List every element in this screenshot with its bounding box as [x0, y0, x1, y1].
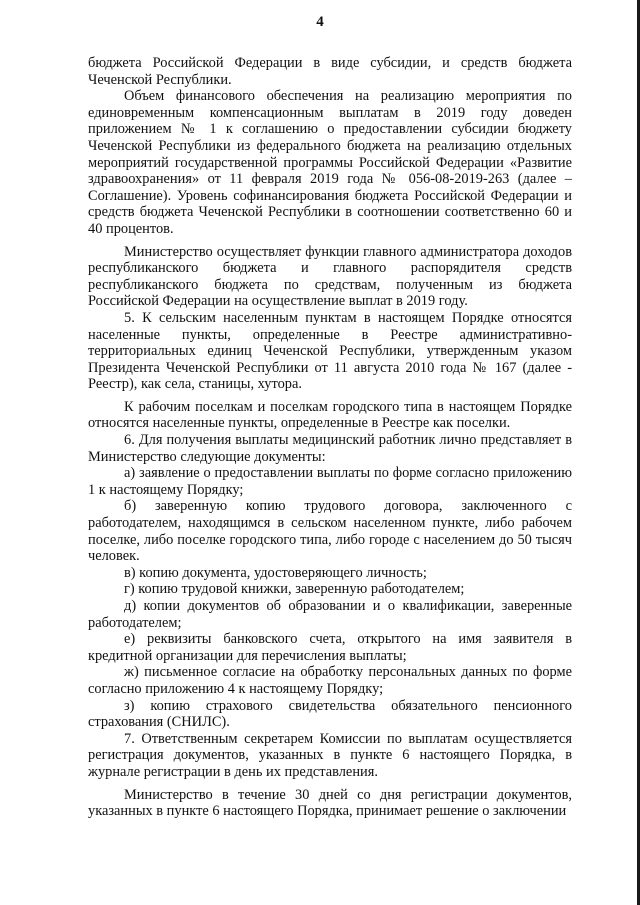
list-item-b: б) заверенную копию трудового договора, заключенного с работодателем, находящимся в сельском населенном пункте, либо рабочем поселке, либо поселке городского типа, либо городе с населением до 50 тысяч человек. — [88, 498, 572, 565]
document-body — [88, 55, 572, 820]
list-item-z: з) копию страхового свидетельства обязательного пенсионного страхования (СНИЛС). — [88, 697, 572, 731]
paragraph-ministry-decision: Министерство в течение 30 дней со дня регистрации документов, указанных в пункте 6 настоящего Порядка, принимает решение о заключении — [88, 786, 572, 820]
list-item-v: в) копию документа, удостоверяющего личность; — [124, 564, 427, 581]
list-item-zh: ж) письменное согласие на обработку персональных данных по форме согласно приложению 4 к настоящему Порядку; — [88, 664, 572, 697]
page-number: 4 — [316, 14, 324, 30]
list-item-e: е) реквизиты банковского счета, открытого на имя заявителя в кредитной организации для перечисления выплаты; — [88, 631, 572, 664]
paragraph-budget-continuation: бюджета Российской Федерации в виде субсидии, и средств бюджета Чеченской Республики. — [88, 55, 572, 88]
paragraph-financing-volume: Объем финансового обеспечения на реализацию мероприятия по единовременным компенсационным выплатам в 2019 году доведен приложением № 1 к соглашению о предоставлении субсидии бюджету Чеченской Республики из федерального бюджета на реализацию отдельных мероприятий государственной программы Российской Федерации «Развитие здравоохранения» от 11 февраля 2019 года № 056-08-2019-263 (далее – Соглашение). Уровень софинансирования бюджета Российской Федерации и средств бюджета Чеченской Республики в соотношении соответственно 60 и 40 процентов. — [88, 88, 572, 237]
paragraph-5-rural-settlements: 5. К сельским населенным пунктам в настоящем Порядке относятся населенные пункты, определенные в Реестре административно-территориальных единиц Чеченской Республики, утвержденным указом Президента Чеченской Республики от 11 августа 2010 года № 167 (далее - Реестр), как села, станицы, хутора. — [88, 309, 572, 393]
list-item-g: г) копию трудовой книжки, заверенную работодателем; — [124, 581, 465, 598]
list-item-a: а) заявление о предоставлении выплаты по форме согласно приложению 1 к настоящему Порядку; — [88, 465, 572, 498]
paragraph-7-registration: 7. Ответственным секретарем Комиссии по выплатам осуществляется регистрация документов, указанных в пункте 6 настоящего Порядка, в журнале регистрации в день их представления. — [88, 730, 572, 780]
paragraph-ministry-functions: Министерство осуществляет функции главного администратора доходов республиканского бюджета и главного распорядителя средств республиканского бюджета по средствам, полученным из бюджета Российской Федерации на осуществление выплат в 2019 году. — [88, 243, 572, 310]
paragraph-working-settlements: К рабочим поселкам и поселкам городского типа в настоящем Порядке относятся населенные пункты, определенные в Реестре как поселки. — [88, 398, 572, 432]
list-item-d: д) копии документов об образовании и о квалификации, заверенные работодателем; — [88, 598, 572, 631]
paragraph-6-documents: 6. Для получения выплаты медицинский работник лично представляет в Министерство следующие документы: — [88, 432, 572, 465]
